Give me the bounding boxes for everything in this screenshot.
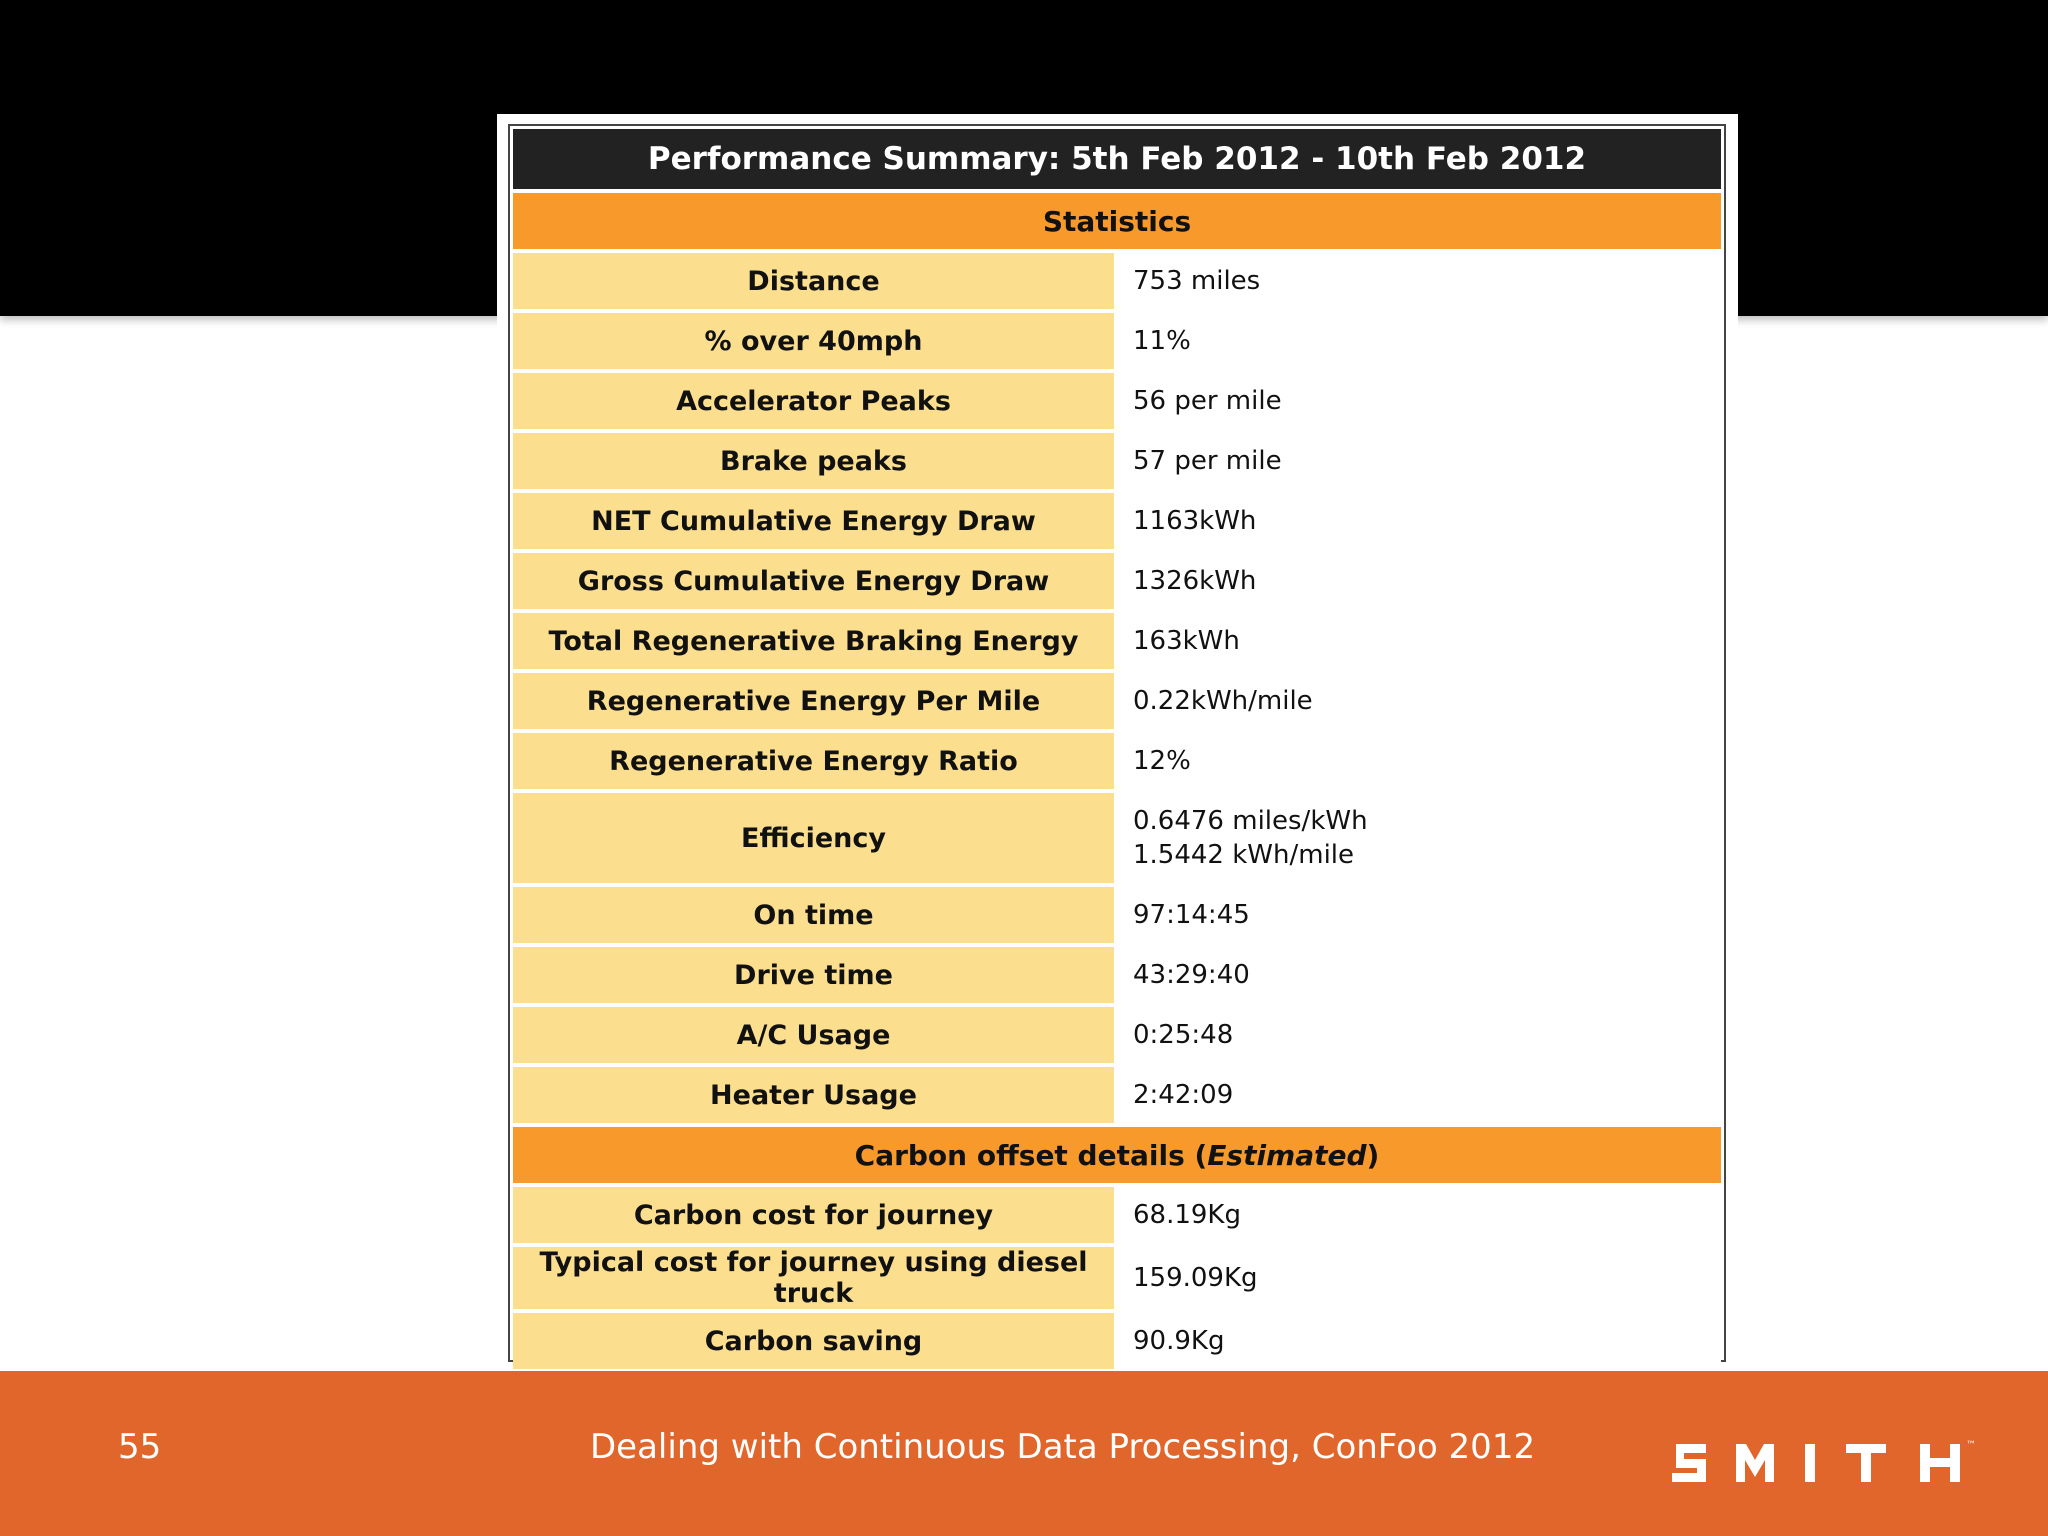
row-label: Carbon saving [513, 1313, 1117, 1369]
row-value: 56 per mile [1117, 373, 1721, 429]
logo-trademark: ™ [1966, 1440, 1976, 1451]
row-label: Gross Cumulative Energy Draw [513, 553, 1117, 609]
table-row [513, 673, 1721, 729]
table-row [513, 1247, 1721, 1309]
row-value [1117, 793, 1721, 883]
efficiency-value-line-1: 0.6476 miles/kWh [1133, 806, 1368, 836]
row-label: Heater Usage [513, 1067, 1117, 1123]
row-value: 68.19Kg [1117, 1187, 1721, 1243]
row-value: 159.09Kg [1117, 1247, 1721, 1309]
efficiency-value-line-2: 1.5442 kWh/mile [1133, 840, 1355, 870]
smith-logo [1672, 1436, 1992, 1488]
carbon-offset-header [513, 1127, 1721, 1183]
row-label: Brake peaks [513, 433, 1117, 489]
row-value: 57 per mile [1117, 433, 1721, 489]
carbon-header-close: ) [1366, 1138, 1380, 1172]
row-value: 753 miles [1117, 253, 1721, 309]
row-label: % over 40mph [513, 313, 1117, 369]
row-label: Total Regenerative Braking Energy [513, 613, 1117, 669]
row-label: Efficiency [513, 793, 1117, 883]
table-title: Performance Summary: 5th Feb 2012 - 10th Feb 2012 [513, 129, 1721, 189]
row-value: 1326kWh [1117, 553, 1721, 609]
row-label: Distance [513, 253, 1117, 309]
table-row [513, 1187, 1721, 1243]
row-label: Regenerative Energy Ratio [513, 733, 1117, 789]
row-value: 2:42:09 [1117, 1067, 1721, 1123]
table-row [513, 613, 1721, 669]
row-value: 0:25:48 [1117, 1007, 1721, 1063]
row-label: On time [513, 887, 1117, 943]
row-label: Carbon cost for journey [513, 1187, 1117, 1243]
page-number: 55 [118, 1427, 162, 1467]
table-row [513, 493, 1721, 549]
table-row [513, 433, 1721, 489]
table-title-row [513, 129, 1721, 189]
table-row [513, 313, 1721, 369]
row-value: 11% [1117, 313, 1721, 369]
row-value: 97:14:45 [1117, 887, 1721, 943]
row-value: 90.9Kg [1117, 1313, 1721, 1369]
row-value: 0.22kWh/mile [1117, 673, 1721, 729]
carbon-header-row [513, 1127, 1721, 1183]
row-value: 12% [1117, 733, 1721, 789]
row-label: Drive time [513, 947, 1117, 1003]
carbon-header-emphasis: Estimated [1207, 1138, 1367, 1172]
table-row [513, 373, 1721, 429]
row-label: Accelerator Peaks [513, 373, 1117, 429]
row-label: Typical cost for journey using diesel truck [513, 1247, 1117, 1309]
table-row [513, 553, 1721, 609]
statistics-header: Statistics [513, 193, 1721, 249]
table-row [513, 1313, 1721, 1369]
row-label: A/C Usage [513, 1007, 1117, 1063]
table-row [513, 947, 1721, 1003]
row-value: 163kWh [1117, 613, 1721, 669]
row-value: 43:29:40 [1117, 947, 1721, 1003]
footer-title: Dealing with Continuous Data Processing, ConFoo 2012 [590, 1427, 1536, 1467]
table-row [513, 793, 1721, 883]
row-value: 1163kWh [1117, 493, 1721, 549]
row-label: NET Cumulative Energy Draw [513, 493, 1117, 549]
carbon-header-text: Carbon offset details ( [854, 1138, 1208, 1172]
performance-summary-table [513, 125, 1721, 1373]
table-row [513, 733, 1721, 789]
table-row [513, 887, 1721, 943]
row-label: Regenerative Energy Per Mile [513, 673, 1117, 729]
table-row [513, 253, 1721, 309]
table-row [513, 1067, 1721, 1123]
table-row [513, 1007, 1721, 1063]
statistics-header-row [513, 193, 1721, 249]
